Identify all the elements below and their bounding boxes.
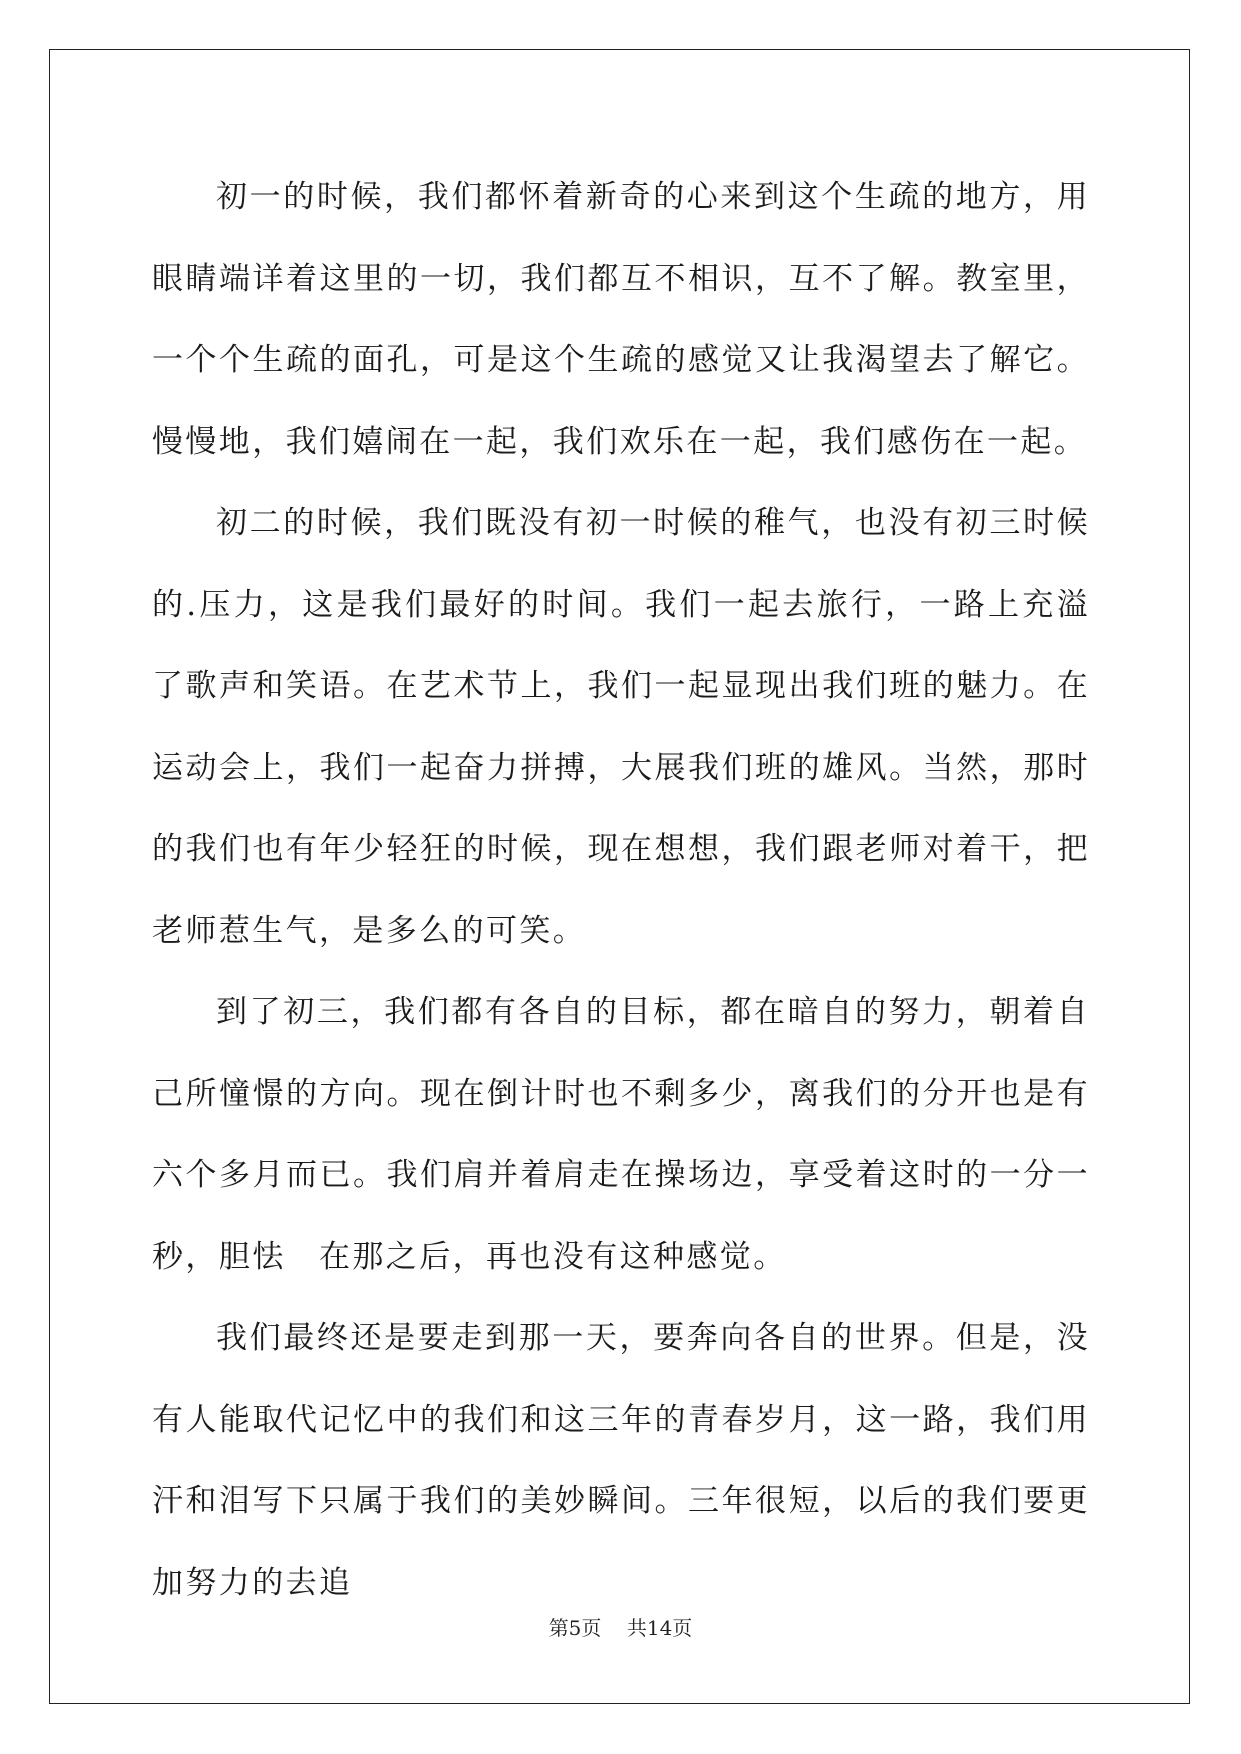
document-body bbox=[152, 157, 1090, 1624]
page-footer bbox=[0, 1612, 1241, 1641]
page-number: 第5页 bbox=[548, 1616, 602, 1640]
paragraph-2: 初二的时候，我们既没有初一时候的稚气，也没有初三时候的.压力，这是我们最好的时间。我们一起去旅行，一路上充溢了歌声和笑语。在艺术节上，我们一起显现出我们班的魅力。在运动会上，我们一起奋力拼搏，大展我们班的雄风。当然，那时的我们也有年少轻狂的时候，现在想想，我们跟老师对着干，把老师惹生气，是多么的可笑。 bbox=[152, 505, 1090, 949]
page-total: 共14页 bbox=[626, 1616, 693, 1640]
paragraph-1: 初一的时候，我们都怀着新奇的心来到这个生疏的地方，用眼睛端详着这里的一切，我们都互不相识，互不了解。教室里，一个个生疏的面孔，可是这个生疏的感觉又让我渴望去了解它。慢慢地，我们嬉闹在一起，我们欢乐在一起，我们感伤在一起。 bbox=[152, 179, 1090, 460]
paragraph-4: 我们最终还是要走到那一天，要奔向各自的世界。但是，没有人能取代记忆中的我们和这三年的青春岁月，这一路，我们用汗和泪写下只属于我们的美妙瞬间。三年很短，以后的我们要更加努力的去追 bbox=[152, 1320, 1090, 1601]
paragraph-3: 到了初三，我们都有各自的目标，都在暗自的努力，朝着自己所憧憬的方向。现在倒计时也不剩多少，离我们的分开也是有六个多月而已。我们肩并着肩走在操场边，享受着这时的一分一秒，胆怯 在那之后，再也没有这种感觉。 bbox=[152, 994, 1090, 1275]
